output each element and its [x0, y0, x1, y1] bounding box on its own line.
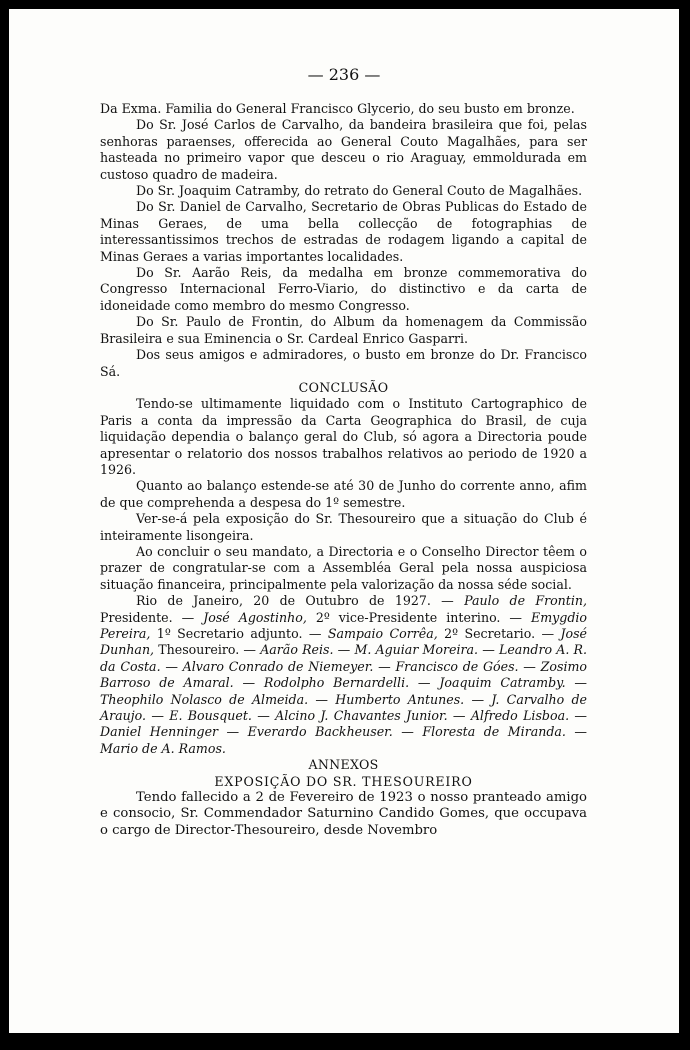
section-heading-annexos: ANNEXOS: [308, 757, 379, 773]
donation-paragraph: Da Exma. Familia do General Francisco Glycerio, do seu busto em bronze.: [100, 101, 575, 116]
donation-paragraph: Do Sr. Paulo de Frontin, do Album da homenagem da Commissão Brasileira e sua Eminencia o Sr. Cardeal Enrico Gasparri.: [100, 314, 587, 346]
signature-text: 2º vice-Presidente interino. —: [306, 609, 532, 625]
signature-name: Paulo de Frontin,: [464, 593, 587, 609]
donations-list: [100, 101, 587, 380]
signature-name: Sampaio Corrêa,: [327, 626, 438, 641]
donation-paragraph: Do Sr. Joaquim Catramby, do retrato do General Couto de Magalhães.: [136, 183, 583, 199]
conclusao-paragraph: Ver-se-á pela exposição do Sr. Thesoureiro que a situação do Club é inteiramente lisongeira.: [100, 511, 587, 543]
section-heading-conclusao: CONCLUSÃO: [298, 379, 389, 395]
donation-paragraph: Do Sr. José Carlos de Carvalho, da bandeira brasileira que foi, pelas senhoras paraenses, offerecida ao General Couto Magalhães, para ser hasteada no primeiro vapor que desceu o rio Araguay, emmoldurada em custoso quadro de madeira.: [100, 117, 587, 182]
page-body: [100, 101, 587, 839]
donation-paragraph: Do Sr. Aarão Reis, da medalha em bronze commemorativa do Congresso Internacional Ferro-Viario, do distinctivo e da carta de idoneidade como membro do mesmo Congresso.: [100, 265, 587, 313]
donation-paragraph: Do Sr. Daniel de Carvalho, Secretario de Obras Publicas do Estado de Minas Geraes, de uma bella collecção de fotographias de interessantissimos trechos de estradas de rodagem ligando a capital de Minas Geraes a varias importantes localidades.: [100, 199, 587, 264]
exposicao-section: [100, 790, 587, 839]
signature-name-list: Aarão Reis. — M. Aguiar Moreira. — Leandro A. R. da Costa. — Alvaro Conrado de Niemeyer. — Francisco de Góes. — Zosimo Barroso de Amaral. — Rodolpho Bernardelli. — Joaquim Catramby. — Theophilo Nolasco de Almeida. — Humberto Antunes. — J. Carvalho de Araujo. — E. Bousquet. — Alcino J. Chavantes Junior. — Alfredo Lisboa. — Daniel Henninger — Everardo Backheuser. — Floresta de Miranda. — Mario de A. Ramos.: [100, 642, 587, 756]
signature-text: Rio de Janeiro, 20 de Outubro de 1927. —: [136, 593, 465, 609]
conclusao-paragraph: Tendo-se ultimamente liquidado com o Instituto Cartographico de Paris a conta da impressão da Carta Geographica do Brasil, de cuja liquidação dependia o balanço geral do Club, só agora a Directoria poude apresentar o relatorio dos nossos trabalhos relativos ao periodo de 1920 a 1926.: [100, 396, 587, 477]
signature-text: 1º Secretario adjunto. —: [150, 626, 328, 641]
signature-name: José Agostinho,: [203, 609, 307, 625]
signature-name: Emygdio Pereira,: [100, 609, 588, 641]
signature-text: 2º Secretario. —: [437, 626, 561, 641]
conclusao-paragraph: Quanto ao balanço estende-se até 30 de Junho do corrente anno, afim de que comprehenda a despesa do 1º semestre.: [100, 478, 587, 510]
subsection-heading-exposicao: EXPOSIÇÃO DO SR. THESOUREIRO: [214, 773, 473, 789]
document-page: [9, 9, 679, 1033]
signature-text: Thesoureiro. —: [154, 642, 261, 658]
page-number: — 236 —: [307, 65, 381, 84]
conclusao-section: [100, 396, 587, 757]
exposicao-paragraph: Tendo fallecido a 2 de Fevereiro de 1923 o nosso pranteado amigo e consocio, Sr. Commendador Saturnino Candido Gomes, que occupava o cargo de Director-Thesoureiro, desde Novembro: [100, 790, 587, 838]
signatures-paragraph: [100, 593, 587, 757]
signature-text: Presidente. —: [100, 609, 204, 625]
conclusao-paragraph: Ao concluir o seu mandato, a Directoria e o Conselho Director têem o prazer de congratular-se com a Assembléa Geral pela nossa auspiciosa situação financeira, principalmente pela valorização da nossa séde social.: [100, 543, 587, 592]
signature-name: José Dunhan,: [100, 626, 588, 658]
donation-paragraph: Dos seus amigos e admiradores, o busto em bronze do Dr. Francisco Sá.: [100, 347, 587, 379]
